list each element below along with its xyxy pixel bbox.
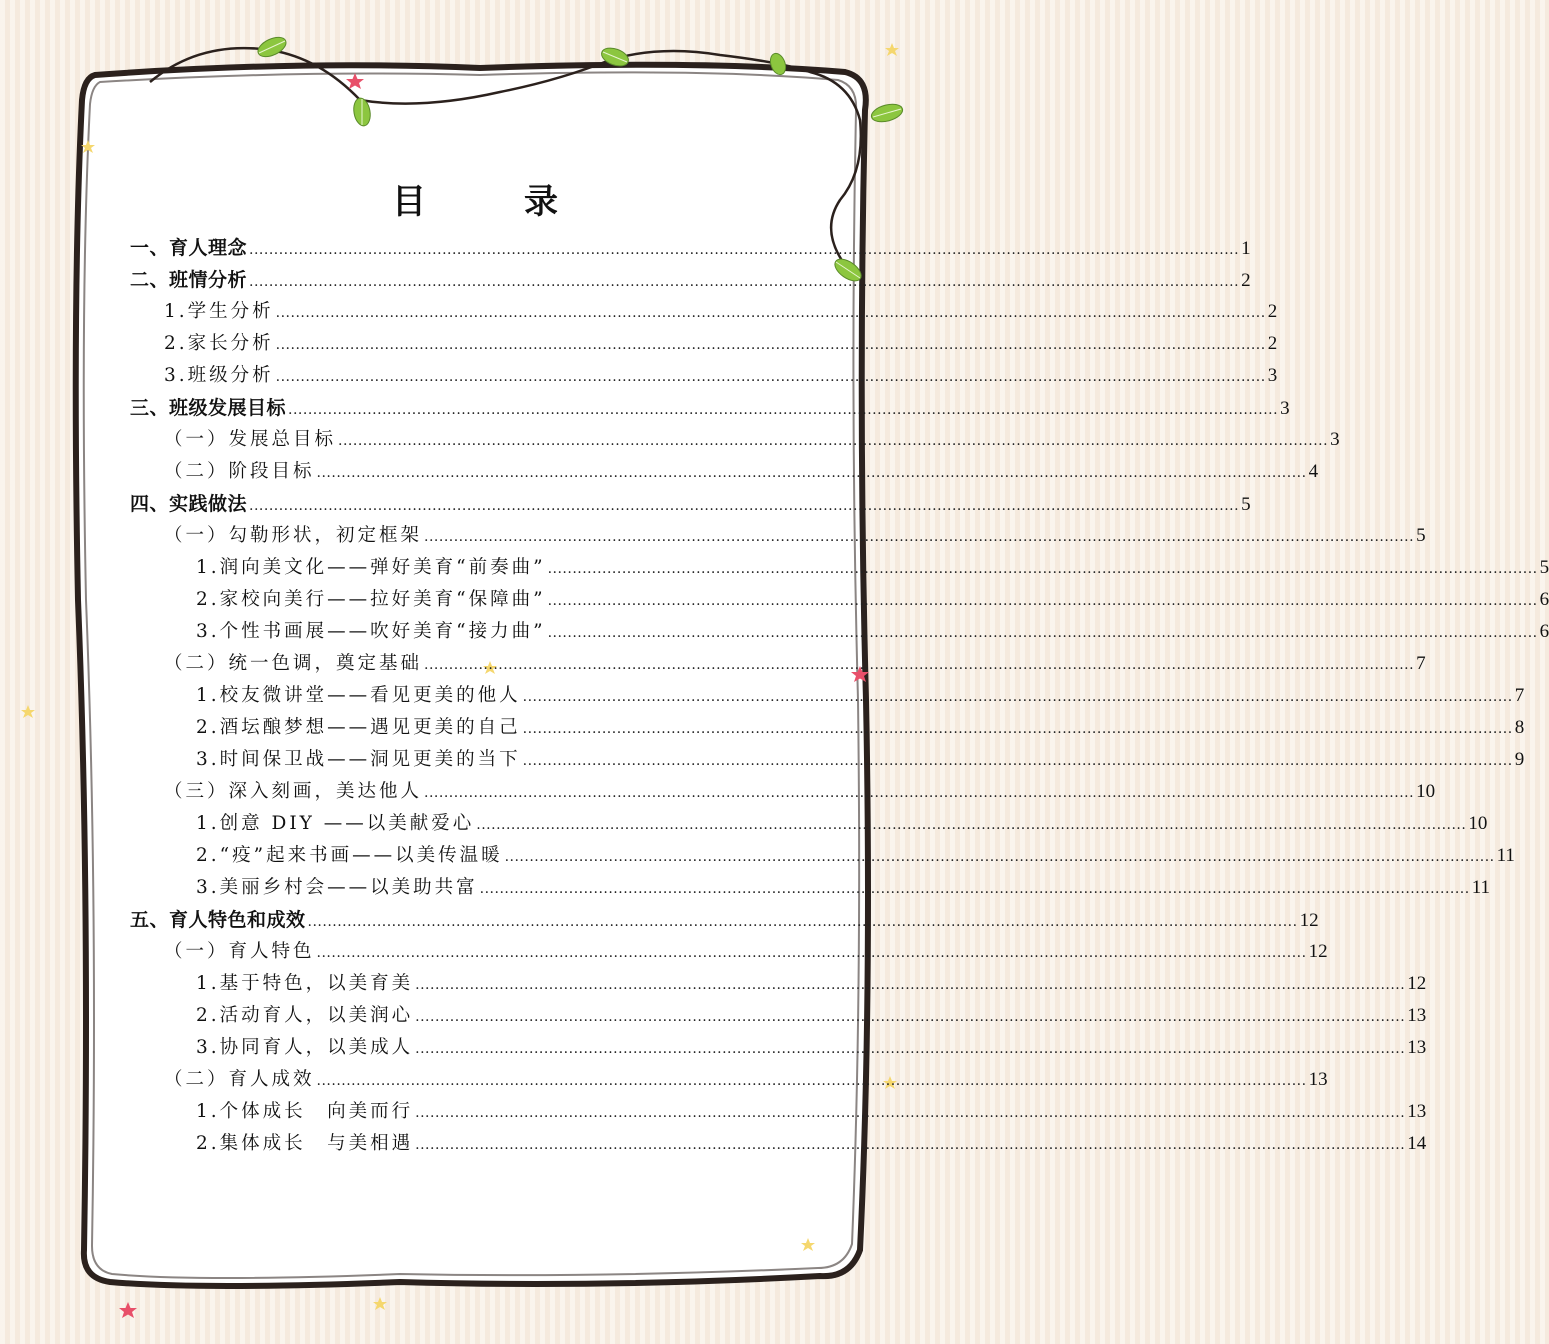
- toc-entry-label: 四、实践做法: [130, 493, 248, 515]
- toc-entry[interactable]: [130, 584, 1549, 616]
- toc-leader-dots: ........................................................................................................................................................................................................: [275, 337, 1266, 353]
- star-icon: [373, 1297, 387, 1310]
- toc-leader-dots: ........................................................................................................................................................................................................: [522, 721, 1513, 737]
- toc-entry-label: 1.润向美文化——弹好美育“前奏曲”: [196, 557, 546, 578]
- toc-entry[interactable]: [130, 808, 1488, 840]
- toc-entry-page: 3: [1267, 365, 1278, 386]
- toc-leader-dots: ........................................................................................................................................................................................................: [547, 561, 1538, 577]
- toc-entry[interactable]: [130, 648, 1426, 680]
- toc-entry-label: （一）育人特色: [164, 941, 315, 962]
- toc-entry[interactable]: [130, 776, 1436, 808]
- toc-leader-dots: ........................................................................................................................................................................................................: [307, 914, 1298, 930]
- toc-entry-label: 3.协同育人，以美成人: [196, 1037, 414, 1058]
- toc-entry-page: 13: [1407, 1005, 1427, 1026]
- leaf-icon: [869, 101, 904, 125]
- toc-entry-label: 1.基于特色，以美育美: [196, 973, 414, 994]
- toc-entry-page: 3: [1330, 429, 1340, 450]
- toc-entry-label: 1.个体成长 向美而行: [196, 1101, 414, 1122]
- toc-entry-page: 4: [1308, 461, 1319, 482]
- toc-entry-label: 二、班情分析: [130, 269, 248, 291]
- toc-entry-page: 9: [1514, 749, 1525, 770]
- toc-entry[interactable]: [130, 392, 1290, 424]
- toc-leader-dots: ........................................................................................................................................................................................................: [249, 498, 1240, 514]
- toc-leader-dots: ........................................................................................................................................................................................................: [249, 242, 1240, 258]
- toc-entry-page: 2: [1267, 301, 1278, 322]
- toc-entry-page: 6: [1539, 589, 1549, 610]
- toc-leader-dots: ........................................................................................................................................................................................................: [338, 433, 1329, 449]
- toc-entry-label: 三、班级发展目标: [130, 397, 287, 419]
- toc-entry-page: 13: [1407, 1101, 1427, 1122]
- toc-entry-page: 12: [1308, 941, 1328, 962]
- star-icon: [21, 705, 35, 718]
- toc-entry-page: 13: [1407, 1037, 1427, 1058]
- toc-entry[interactable]: [130, 616, 1549, 648]
- toc-entry[interactable]: [130, 552, 1549, 584]
- toc-entry-label: 1.学生分析: [164, 301, 274, 322]
- leaf-icon: [255, 33, 289, 60]
- toc-entry[interactable]: [130, 1000, 1427, 1032]
- toc-entry[interactable]: [130, 968, 1427, 1000]
- toc-leader-dots: ........................................................................................................................................................................................................: [288, 402, 1279, 418]
- toc-entry[interactable]: [130, 1096, 1427, 1128]
- toc-entry-label: 1.校友微讲堂——看见更美的他人: [196, 685, 521, 706]
- toc-entry-label: （二）阶段目标: [164, 461, 315, 482]
- toc-entry[interactable]: [130, 840, 1515, 872]
- toc-entry[interactable]: [130, 872, 1490, 904]
- toc-entry-label: 1.创意 DIY ——以美献爱心: [196, 813, 475, 834]
- toc-entry[interactable]: [130, 1064, 1328, 1096]
- toc-entry-page: 2: [1267, 333, 1278, 354]
- toc-leader-dots: ........................................................................................................................................................................................................: [415, 977, 1406, 993]
- toc-entry-label: 2.活动育人，以美润心: [196, 1005, 414, 1026]
- toc-leader-dots: ........................................................................................................................................................................................................: [415, 1041, 1406, 1057]
- toc-leader-dots: ........................................................................................................................................................................................................: [424, 657, 1415, 673]
- toc-entry-page: 12: [1299, 910, 1319, 931]
- toc-entry[interactable]: [130, 328, 1278, 360]
- toc-entry-page: 14: [1407, 1133, 1427, 1154]
- toc-entry[interactable]: [130, 680, 1525, 712]
- toc-entry-label: （三）深入刻画，美达他人: [164, 781, 423, 802]
- toc-entry-page: 8: [1514, 717, 1525, 738]
- toc-entry-label: 2.酒坛酿梦想——遇见更美的自己: [196, 717, 521, 738]
- toc-entry[interactable]: [130, 296, 1278, 328]
- toc-entry-label: （一）发展总目标: [164, 429, 337, 450]
- toc-leader-dots: ........................................................................................................................................................................................................: [249, 274, 1240, 290]
- toc-entry[interactable]: [130, 424, 1340, 456]
- toc-entry-label: 一、育人理念: [130, 237, 248, 259]
- toc-entry-label: （二）育人成效: [164, 1069, 315, 1090]
- toc-entry[interactable]: [130, 456, 1319, 488]
- toc-entry[interactable]: [130, 264, 1251, 296]
- toc-leader-dots: ........................................................................................................................................................................................................: [522, 689, 1513, 705]
- toc-entry-page: 7: [1514, 685, 1525, 706]
- toc-entry[interactable]: [130, 712, 1525, 744]
- toc-entry[interactable]: [130, 1128, 1427, 1160]
- toc-entry-label: 五、育人特色和成效: [130, 909, 306, 931]
- toc-entry-label: 3.美丽乡村会——以美助共富: [196, 877, 478, 898]
- toc-entry-page: 6: [1539, 621, 1549, 642]
- toc-entry[interactable]: [130, 904, 1319, 936]
- toc-leader-dots: ........................................................................................................................................................................................................: [424, 785, 1415, 801]
- toc-entry-page: 5: [1241, 494, 1251, 515]
- toc-entry[interactable]: [130, 744, 1525, 776]
- toc-entry[interactable]: [130, 1032, 1427, 1064]
- toc-leader-dots: ........................................................................................................................................................................................................: [547, 625, 1538, 641]
- toc-leader-dots: ........................................................................................................................................................................................................: [547, 593, 1538, 609]
- toc-entry-label: （一）勾勒形状，初定框架: [164, 525, 423, 546]
- toc-leader-dots: ........................................................................................................................................................................................................: [476, 817, 1467, 833]
- toc-entry-page: 5: [1539, 557, 1549, 578]
- toc-leader-dots: ........................................................................................................................................................................................................: [316, 1073, 1307, 1089]
- toc-leader-dots: ........................................................................................................................................................................................................: [415, 1105, 1406, 1121]
- toc-entry-page: 1: [1241, 238, 1251, 259]
- toc-entry-label: 2.家长分析: [164, 333, 274, 354]
- toc-leader-dots: ........................................................................................................................................................................................................: [415, 1009, 1406, 1025]
- toc-leader-dots: ........................................................................................................................................................................................................: [415, 1137, 1406, 1153]
- toc-title: 目 录: [392, 182, 590, 222]
- toc-entry[interactable]: [130, 520, 1426, 552]
- toc-entry-page: 5: [1416, 525, 1426, 546]
- star-icon: [885, 43, 899, 56]
- toc-entry-label: 3.班级分析: [164, 365, 274, 386]
- toc-list: [130, 232, 1549, 1160]
- toc-entry-label: （二）统一色调，奠定基础: [164, 653, 423, 674]
- toc-entry-page: 2: [1241, 270, 1251, 291]
- toc-entry-label: 3.个性书画展——吹好美育“接力曲”: [196, 621, 546, 642]
- toc-entry-label: 2.集体成长 与美相遇: [196, 1133, 414, 1154]
- toc-leader-dots: ........................................................................................................................................................................................................: [275, 369, 1266, 385]
- toc-entry-label: 2.家校向美行——拉好美育“保障曲”: [196, 589, 546, 610]
- toc-entry[interactable]: [130, 232, 1251, 264]
- toc-entry-page: 12: [1407, 973, 1427, 994]
- toc-entry-page: 3: [1280, 398, 1290, 419]
- table-of-contents: [130, 180, 1549, 1160]
- toc-entry-label: 3.时间保卫战——洞见更美的当下: [196, 749, 521, 770]
- toc-entry-page: 10: [1416, 781, 1436, 802]
- toc-entry[interactable]: [130, 936, 1328, 968]
- toc-leader-dots: ........................................................................................................................................................................................................: [275, 305, 1266, 321]
- toc-leader-dots: ........................................................................................................................................................................................................: [316, 465, 1307, 481]
- toc-leader-dots: ........................................................................................................................................................................................................: [316, 945, 1307, 961]
- toc-leader-dots: ........................................................................................................................................................................................................: [424, 529, 1415, 545]
- toc-leader-dots: ........................................................................................................................................................................................................: [504, 849, 1495, 865]
- star-icon: [119, 1302, 137, 1318]
- toc-entry-page: 11: [1496, 845, 1515, 866]
- toc-entry-page: 7: [1416, 653, 1426, 674]
- toc-leader-dots: ........................................................................................................................................................................................................: [522, 753, 1513, 769]
- toc-entry-page: 10: [1468, 813, 1488, 834]
- toc-entry-label: 2.“疫”起来书画——以美传温暖: [196, 845, 503, 866]
- toc-entry-page: 11: [1471, 877, 1490, 898]
- toc-leader-dots: ........................................................................................................................................................................................................: [479, 881, 1470, 897]
- toc-entry-page: 13: [1308, 1069, 1328, 1090]
- toc-entry[interactable]: [130, 488, 1251, 520]
- toc-entry[interactable]: [130, 360, 1278, 392]
